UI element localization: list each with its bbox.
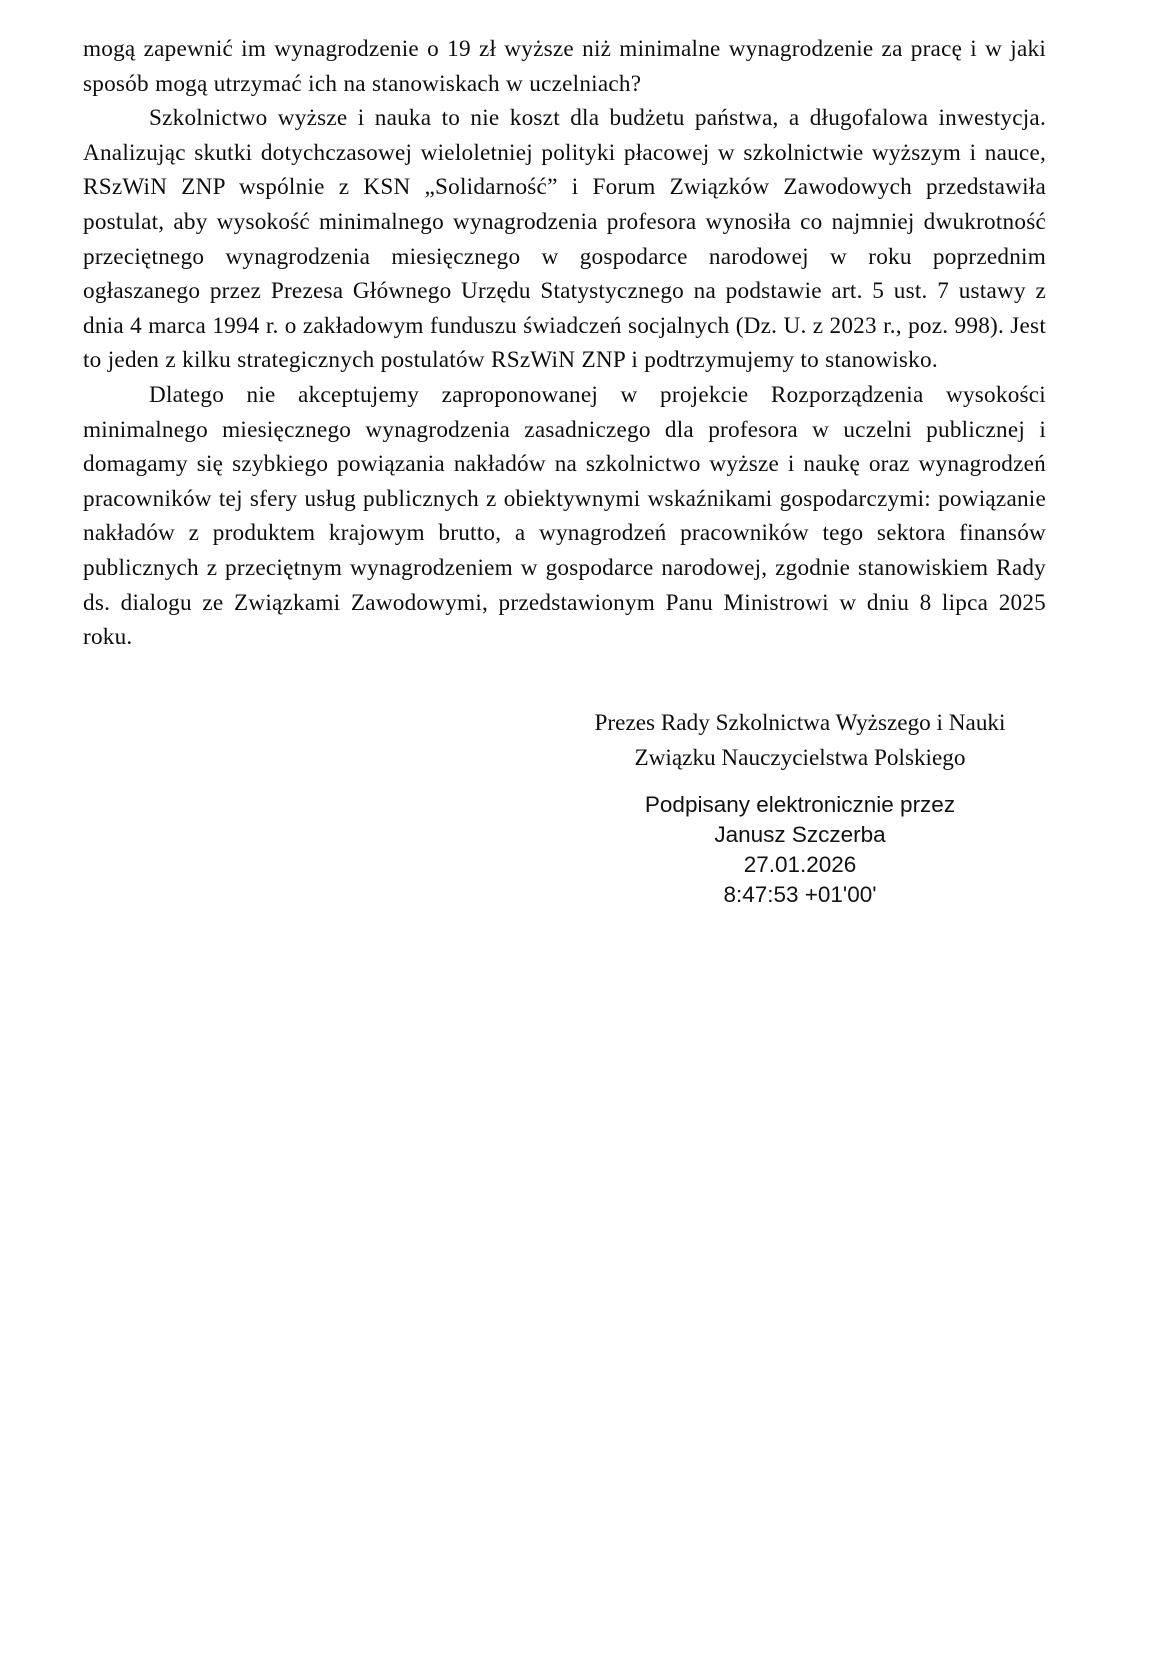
body-paragraph-3: Dlatego nie akceptujemy zaproponowanej w projekcie Rozporządzenia wysokości minimalnego miesięcznego wynagrodzenia zasadniczego dla profesora w uczelni publicznej i domagamy się szybkiego powiązania nakładów na szkolnictwo wyższe i naukę oraz wynagrodzeń pracowników tej sfery usług publicznych z obiektywnymi wskaźnikami gospodarczymi: powiązanie nakładów z produktem krajowym brutto, a wynagrodzeń pracowników tego sektora finansów publicznych z przeciętnym wynagrodzeniem w gospodarce narodowej, zgodnie stanowiskiem Rady ds. dialogu ze Związkami Zawodowymi, przedstawionym Panu Ministrowi w dniu 8 lipca 2025 roku.: [83, 381, 1046, 651]
signature-role-line-2: Związku Nauczycielstwa Polskiego: [634, 744, 966, 771]
electronic-signature-date: 27.01.2026: [743, 852, 857, 877]
body-paragraph-2: Szkolnictwo wyższe i nauka to nie koszt dla budżetu państwa, a długofalowa inwestycja. Analizując skutki dotychczasowej wieloletniej polityki płacowej w szkolnictwie wyższym i nauce, RSzWiN ZNP wspólnie z KSN „Solidarność” i Forum Związków Zawodowych przedstawiła postulat, aby wysokość minimalnego wynagrodzenia profesora wynosiła co najmniej dwukrotność przeciętnego wynagrodzenia miesięcznego w gospodarce narodowej w roku poprzednim ogłaszanego przez Prezesa Głównego Urzędu Statystycznego na podstawie art. 5 ust. 7 ustawy z dnia 4 marca 1994 r. o zakładowym funduszu świadczeń socjalnych (Dz. U. z 2023 r., poz. 998). Jest to jeden z kilku strategicznych postulatów RSzWiN ZNP i podtrzymujemy to stanowisko.: [83, 105, 1046, 374]
electronic-signature-block: [570, 790, 1030, 910]
body-paragraph-1: mogą zapewnić im wynagrodzenie o 19 zł wyższe niż minimalne wynagrodzenie za pracę i w jaki sposób mogą utrzymać ich na stanowiskach w uczelniach?: [83, 36, 1046, 97]
electronic-signature-signer-name: Janusz Szczerba: [714, 822, 886, 847]
signature-role-line-1: Prezes Rady Szkolnictwa Wyższego i Nauki: [594, 710, 1006, 736]
document-body: [83, 32, 1046, 655]
signature-role-block: [560, 706, 1040, 775]
electronic-signature-label: Podpisany elektronicznie przez: [644, 792, 956, 817]
electronic-signature-time: 8:47:53 +01'00': [723, 882, 877, 907]
